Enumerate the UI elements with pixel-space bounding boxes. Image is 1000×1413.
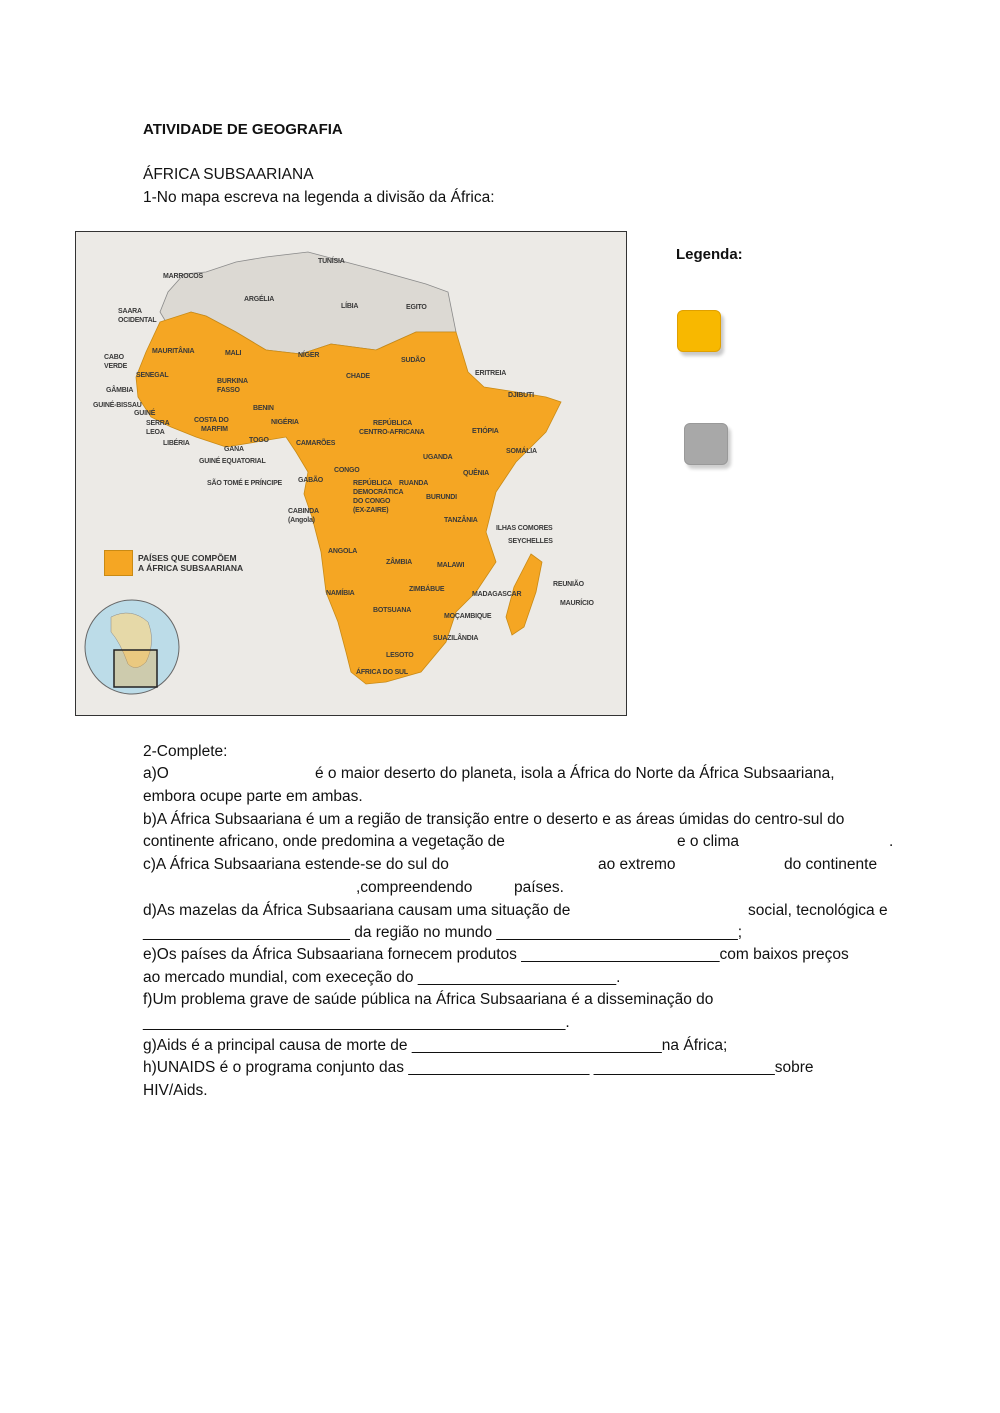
- map-label: LESOTO: [386, 652, 414, 659]
- map-key-line-1: PAÍSES QUE COMPÕEM: [138, 553, 237, 563]
- map-label: CONGO: [334, 467, 360, 474]
- map-label: BENIN: [253, 405, 274, 412]
- map-label: (Angola): [288, 517, 315, 524]
- map-label: ZÂMBIA: [386, 559, 413, 566]
- map-label: SUDÃO: [401, 357, 426, 364]
- map-label: GABÃO: [298, 477, 324, 484]
- map-label: ETIÓPIA: [472, 428, 499, 435]
- globe-highlight-box: [114, 650, 157, 687]
- map-label: SÃO TOMÉ E PRÍNCIPE: [207, 480, 283, 487]
- question-c-paises: países.: [514, 879, 564, 896]
- map-key-text: [138, 553, 243, 573]
- question-c-line1: c)A África Subsaariana estende-se do sul do: [143, 856, 449, 873]
- question-d-line2: ________________________ da região no mundo ____________________________;: [143, 924, 743, 941]
- map-label: MADAGASCAR: [472, 591, 522, 598]
- map-label: TUNÍSIA: [318, 258, 345, 265]
- map-label: BURUNDI: [426, 494, 457, 501]
- question-c-compreendendo: ,compreendendo: [356, 879, 473, 896]
- map-label: UGANDA: [423, 454, 453, 461]
- map-label: SOMÁLIA: [506, 448, 537, 455]
- map-label: NÍGER: [298, 352, 320, 359]
- map-label: MAURÍCIO: [560, 600, 594, 607]
- map-label: CABINDA: [288, 508, 319, 515]
- map-label: ERITREIA: [475, 370, 507, 377]
- map-label: SENEGAL: [136, 372, 169, 379]
- question-e-line1: e)Os países da África Subsaariana fornecem produtos _______________________com baixos preços: [143, 946, 849, 963]
- map-label: GUINÉ: [134, 410, 156, 417]
- map-label: SERRA: [146, 420, 170, 427]
- question-g: g)Aids é a principal causa de morte de _____________________________na África;: [143, 1037, 728, 1054]
- map-label: ZIMBÁBUE: [409, 586, 445, 593]
- map-label: DO CONGO: [353, 498, 391, 505]
- map-label: LEOA: [146, 429, 165, 436]
- question-2-heading: 2-Complete:: [143, 743, 228, 760]
- legend-swatch-gray: [684, 423, 728, 465]
- map-label: TOGO: [249, 437, 269, 444]
- question-h-line2: HIV/Aids.: [143, 1082, 208, 1099]
- question-b-clima: e o clima: [677, 833, 740, 850]
- legend-swatch-yellow: [677, 310, 721, 352]
- africa-map: [75, 231, 627, 716]
- question-a-rest: é o maior deserto do planeta, isola a África do Norte da África Subsaariana,: [315, 765, 835, 782]
- map-label: OCIDENTAL: [118, 317, 157, 324]
- map-label: NAMÍBIA: [326, 590, 355, 597]
- map-label: COSTA DO: [194, 417, 229, 424]
- map-label: FASSO: [217, 387, 240, 394]
- map-label: RUANDA: [399, 480, 429, 487]
- map-label: CAMARÕES: [296, 440, 336, 447]
- map-label: MALI: [225, 350, 242, 357]
- map-label: GUINÉ EQUATORIAL: [199, 458, 266, 465]
- map-label: REUNIÃO: [553, 581, 584, 588]
- map-label: ANGOLA: [328, 548, 358, 555]
- map-label: MARROCOS: [163, 273, 204, 280]
- legend-title: Legenda:: [676, 246, 743, 263]
- map-key-line-2: A ÁFRICA SUBSAARIANA: [138, 563, 244, 573]
- map-label: NIGÉRIA: [271, 419, 299, 426]
- map-label: DEMOCRÁTICA: [353, 489, 404, 496]
- map-label: MARFIM: [201, 426, 228, 433]
- question-e-line2: ao mercado mundial, com execeção do _______________________.: [143, 969, 621, 986]
- map-label: SUAZILÂNDIA: [433, 635, 479, 642]
- subsaharan-region: [136, 312, 561, 684]
- map-label: REPÚBLICA: [353, 480, 393, 487]
- map-label: ILHAS COMORES: [496, 525, 553, 532]
- question-c-extremo: ao extremo: [598, 856, 676, 873]
- question-h-line1: h)UNAIDS é o programa conjunto das _____________________ _____________________sobre: [143, 1059, 814, 1076]
- map-label: SAARA: [118, 308, 142, 315]
- map-label: EGITO: [406, 304, 427, 311]
- map-label: CHADE: [346, 373, 370, 380]
- question-b-line1: b)A África Subsaariana é um a região de transição entre o deserto e as áreas úmidas do centro-sul do: [143, 811, 845, 828]
- map-label: REPÚBLICA: [373, 420, 413, 427]
- map-key-swatch: [104, 550, 133, 576]
- map-label: GÂMBIA: [106, 387, 134, 394]
- question-b-line2: continente africano, onde predomina a vegetação de: [143, 833, 505, 850]
- question-a-start: a)O: [143, 765, 169, 782]
- question-d-line1: d)As mazelas da África Subsaariana causam uma situação de: [143, 902, 571, 919]
- question-a-cont: embora ocupe parte em ambas.: [143, 788, 363, 805]
- question-d-social: social, tecnológica e: [748, 902, 888, 919]
- map-label: GANA: [224, 446, 244, 453]
- map-label: MAURITÂNIA: [152, 348, 195, 355]
- map-label: (EX-ZAIRE): [353, 507, 389, 514]
- section-subtitle: ÁFRICA SUBSAARIANA: [143, 166, 314, 183]
- question-f-line1: f)Um problema grave de saúde pública na África Subsaariana é a disseminação do: [143, 991, 714, 1008]
- map-label: DJIBUTI: [508, 392, 534, 399]
- map-label: ARGÉLIA: [244, 296, 275, 303]
- question-b-end: .: [889, 833, 894, 850]
- map-label: VERDE: [104, 363, 128, 370]
- map-label: BURKINA: [217, 378, 248, 385]
- map-label: BOTSUANA: [373, 607, 412, 614]
- map-label: SEYCHELLES: [508, 538, 553, 545]
- page-title: ATIVIDADE DE GEOGRAFIA: [143, 121, 343, 138]
- map-label: LÍBIA: [341, 303, 359, 310]
- question-f-line2: _________________________________________________.: [143, 1014, 570, 1031]
- map-label: ÁFRICA DO SUL: [356, 669, 408, 676]
- map-label: TANZÂNIA: [444, 517, 478, 524]
- map-label: LIBÉRIA: [163, 440, 190, 447]
- question-1: 1-No mapa escreva na legenda a divisão da África:: [143, 189, 495, 206]
- map-label: CABO: [104, 354, 124, 361]
- map-label: MOÇAMBIQUE: [444, 613, 492, 620]
- map-label: GUINÉ-BISSAU: [93, 402, 142, 409]
- map-label: QUÊNIA: [463, 470, 490, 477]
- map-label: MALAWI: [437, 562, 465, 569]
- question-c-continente: do continente: [784, 856, 878, 873]
- map-label: CENTRO-AFRICANA: [359, 429, 425, 436]
